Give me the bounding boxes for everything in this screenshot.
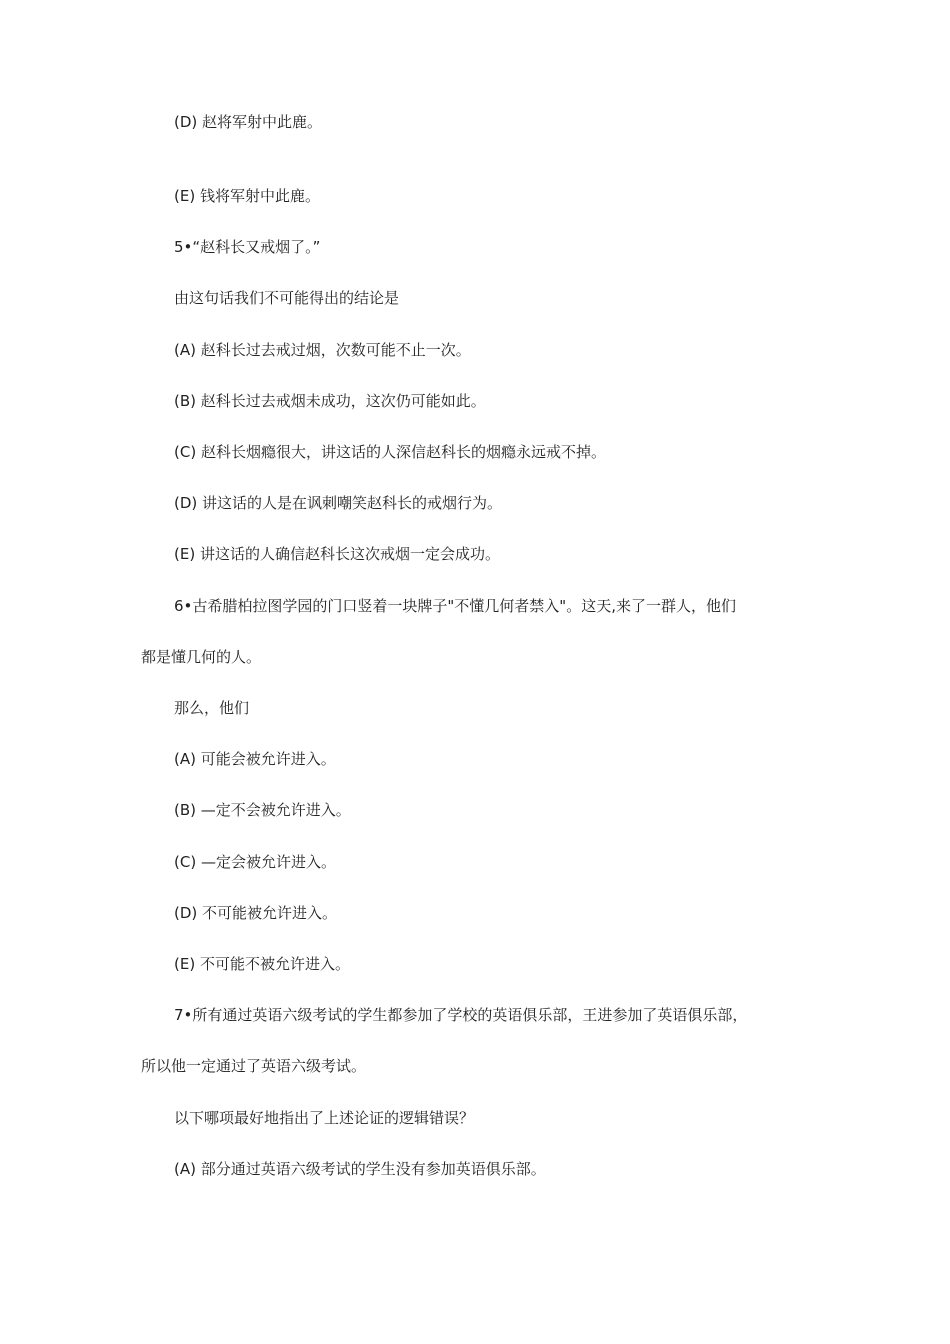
option-e: (E) 讲这话的人确信赵科长这次戒烟一定会成功。 (174, 545, 500, 563)
question-5-stem: 5•“赵科长又戒烟了。” (174, 238, 321, 256)
text-line: (D) 赵将军射中此鹿。 (174, 113, 323, 131)
option-d: (D) 讲这话的人是在讽刺嘲笑赵科长的戒烟行为。 (174, 494, 503, 512)
question-7-prompt: 以下哪项最好地指出了上述论证的逻辑错误？ (174, 1109, 475, 1127)
option-b: (B) 赵科长过去戒烟未成功，这次仍可能如此。 (174, 392, 486, 410)
option-a: (A) 部分通过英语六级考试的学生没有参加英语俱乐部。 (174, 1160, 546, 1178)
question-5-prompt: 由这句话我们不可能得出的结论是 (174, 289, 400, 307)
text-line: (E) 钱将军射中此鹿。 (174, 187, 320, 205)
option-e: (E) 不可能不被允许进入。 (174, 955, 350, 973)
option-c: (C) 赵科长烟瘾很大，讲这话的人深信赵科长的烟瘾永远戒不掉。 (174, 443, 606, 461)
option-b: (B) —定不会被允许进入。 (174, 801, 351, 819)
question-7-stem-continued: 所以他一定通过了英语六级考试。 (141, 1057, 367, 1075)
question-7-stem: 7•所有通过英语六级考试的学生都参加了学校的英语俱乐部，王进参加了英语俱乐部， (174, 1006, 748, 1024)
question-6-stem-continued: 都是懂几何的人。 (141, 648, 262, 666)
question-6-prompt: 那么，他们 (174, 699, 250, 717)
option-a: (A) 赵科长过去戒过烟，次数可能不止一次。 (174, 341, 471, 359)
option-d: (D) 不可能被允许进入。 (174, 904, 338, 922)
option-a: (A) 可能会被允许进入。 (174, 750, 336, 768)
question-6-stem: 6•古希腊柏拉图学园的门口竖着一块牌子"不懂几何者禁入"。这天,来了一群人，他们 (174, 597, 736, 615)
option-c: (C) —定会被允许进入。 (174, 853, 336, 871)
